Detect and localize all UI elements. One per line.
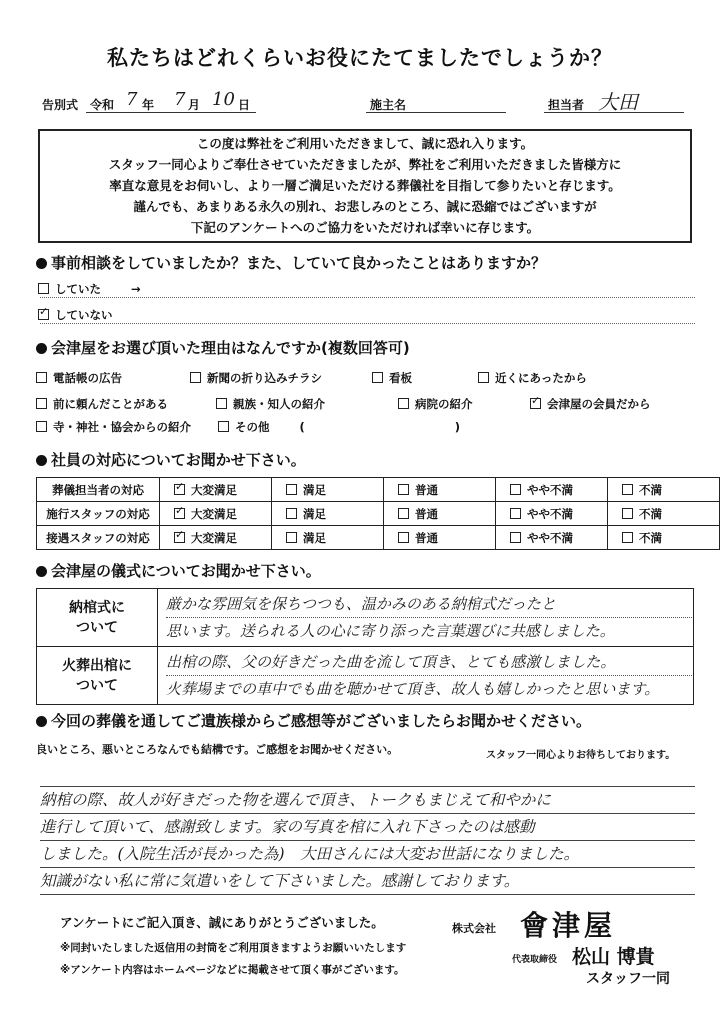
bullet-icon [36, 455, 47, 466]
host-underline [366, 112, 506, 113]
checked-checkbox-icon[interactable] [174, 484, 185, 495]
table-row [37, 647, 694, 705]
staff-signature: スタッフ一同 [586, 971, 670, 987]
checked-checkbox-icon[interactable] [530, 398, 541, 409]
staff-value: 大田 [598, 90, 638, 114]
host-label: 施主名 [370, 98, 407, 112]
footer-thanks: アンケートにご記入頂き、誠にありがとうございました。 [60, 915, 384, 930]
checkbox-icon[interactable] [286, 508, 297, 519]
checkbox-icon[interactable] [398, 398, 409, 409]
month-value: 7 [174, 89, 186, 110]
checkbox-icon[interactable] [36, 398, 47, 409]
date-underline [86, 112, 256, 113]
q3-heading: 社員の対応についてお聞かせ下さい。 [36, 449, 306, 470]
intro-box [38, 129, 692, 243]
checked-checkbox-icon[interactable] [174, 532, 185, 543]
company-logo: 會津屋 [520, 909, 617, 942]
bullet-icon [36, 343, 47, 354]
footer-note: ※アンケート内容はホームページなどに掲載させて頂く事がございます。 [60, 964, 405, 976]
bullet-icon [36, 716, 47, 727]
bullet-icon [36, 566, 47, 577]
staff-response-table [36, 477, 720, 550]
q1-option-did[interactable]: していた → [38, 281, 141, 297]
q5-heading: 今回の葬儀を通してご遺族様からご感想等がございましたらお聞かせください。 [36, 710, 591, 731]
checkbox-icon[interactable] [286, 484, 297, 495]
q2-heading: 会津屋をお選び頂いた理由はなんですか(複数回答可) [36, 337, 410, 358]
q2-option[interactable]: 寺・神社・協会からの紹介 [36, 419, 191, 435]
checkbox-icon[interactable] [510, 484, 521, 495]
staff-label: 担当者 [548, 98, 585, 112]
table-row [37, 478, 720, 502]
company-prefix: 株式会社 [452, 922, 496, 935]
checkbox-icon[interactable] [622, 508, 633, 519]
divider [40, 297, 695, 298]
intro-line: 下記のアンケートへのご協力をいただければ幸いに存じます。 [190, 220, 540, 235]
q1-option-did-not[interactable]: ✓していない [38, 307, 113, 323]
checkbox-icon[interactable] [190, 372, 201, 383]
row-header: 接遇スタッフの対応 [37, 526, 160, 550]
intro-line: この度は弊社をご利用いただきまして、誠に恐れ入ります。 [196, 136, 534, 151]
q2-option[interactable]: 近くにあったから [478, 370, 587, 386]
footer-note: ※同封いたしました返信用の封筒をご利用頂きますようお願いいたします [60, 942, 407, 954]
rating-cell[interactable]: やや不満 [495, 502, 607, 526]
row-header: 火葬出棺に ついて [37, 647, 158, 705]
checkbox-icon[interactable] [36, 372, 47, 383]
checkbox-icon[interactable] [398, 532, 409, 543]
checkbox-icon[interactable] [622, 484, 633, 495]
feedback-area[interactable] [40, 764, 695, 895]
q2-option[interactable]: 電話帳の広告 [36, 370, 122, 386]
feedback-line: 進行して頂いて、感謝致します。家の写真を棺に入れ下さったのは感動 [40, 814, 695, 841]
q2-option[interactable]: 親族・知人の紹介 [216, 396, 325, 412]
ceremony-comment[interactable]: 厳かな雰囲気を保ちつつも、温かみのある納棺式だったと 思います。送られる人の心に寄り添った言葉選びに共感しました。 [158, 589, 694, 647]
rating-cell[interactable]: やや不満 [495, 526, 607, 550]
rep-name: 松山 博貴 [572, 946, 655, 968]
era-label: 令和 [90, 98, 115, 112]
checkbox-icon[interactable] [398, 508, 409, 519]
day-value: 10 [212, 89, 235, 110]
checkbox-icon[interactable] [372, 372, 383, 383]
funeral-date-label: 告別式 [42, 98, 79, 112]
rating-cell[interactable]: 不満 [607, 502, 719, 526]
q2-option-other[interactable]: その他 ( ) [218, 419, 460, 435]
row-header: 葬儀担当者の対応 [37, 478, 160, 502]
rating-cell[interactable]: 普通 [383, 526, 495, 550]
table-row [37, 502, 720, 526]
bullet-icon [36, 258, 47, 269]
checkbox-icon[interactable] [510, 508, 521, 519]
q2-option[interactable]: 病院の紹介 [398, 396, 473, 412]
checkbox-icon[interactable] [218, 421, 229, 432]
q5-subtext: 良いところ、悪いところなんでも結構です。ご感想をお聞かせください。 [36, 743, 399, 756]
checkbox-icon[interactable] [510, 532, 521, 543]
checkbox-icon[interactable] [622, 532, 633, 543]
q2-option[interactable]: 前に頼んだことがある [36, 396, 168, 412]
rating-cell[interactable]: 普通 [383, 502, 495, 526]
feedback-line: 納棺の際、故人が好きだった物を選んで頂き、トークもまじえて和やかに [40, 787, 695, 814]
intro-line: 謹んでも、あまりある永久の別れ、お悲しみのところ、誠に恐縮ではございますが [133, 199, 597, 214]
ceremony-table [36, 588, 694, 705]
row-header: 施行スタッフの対応 [37, 502, 160, 526]
rating-cell[interactable]: ✓ 大変満足 [159, 502, 271, 526]
q4-heading: 会津屋の儀式についてお聞かせ下さい。 [36, 560, 321, 581]
q5-subtext-right: スタッフ一同心よりお待ちしております。 [486, 750, 676, 761]
rating-cell[interactable]: ✓ 大変満足 [159, 526, 271, 550]
intro-line: スタッフ一同心よりご奉仕させていただきましたが、弊社をご利用いただきました皆様方に [108, 157, 622, 172]
table-row [37, 589, 694, 647]
checkbox-icon[interactable] [216, 398, 227, 409]
ceremony-comment[interactable]: 出棺の際、父の好きだった曲を流して頂き、とても感激しました。 火葬場までの車中でも曲を聴かせて頂き、故人も嬉しかったと思います。 [158, 647, 694, 705]
checkbox-icon[interactable] [398, 484, 409, 495]
checkbox-icon[interactable] [286, 532, 297, 543]
day-unit: 日 [238, 98, 251, 112]
intro-line: 率直な意見をお伺いし、より一層ご満足いただける葬儀社を目指して参りたいと存じます。 [109, 178, 621, 193]
rating-cell[interactable]: ✓ 大変満足 [159, 478, 271, 502]
rating-cell[interactable]: 不満 [607, 478, 719, 502]
rating-cell[interactable]: 普通 [383, 478, 495, 502]
table-row [37, 526, 720, 550]
rating-cell[interactable]: 満足 [271, 526, 383, 550]
q2-option[interactable]: 看板 [372, 370, 412, 386]
checkbox-icon[interactable] [478, 372, 489, 383]
q2-option[interactable]: 新聞の折り込みチラシ [190, 370, 322, 386]
feedback-line: 知識がない私に常に気遣いをして下さいました。感謝しております。 [40, 868, 695, 895]
row-header: 納棺式に ついて [37, 589, 158, 647]
checkbox-icon[interactable] [38, 283, 49, 294]
year-value: 7 [126, 89, 138, 110]
q2-option[interactable]: ✓ 会津屋の会員だから [530, 396, 651, 412]
rating-cell[interactable]: 満足 [271, 478, 383, 502]
survey-title: 私たちはどれくらいお役にたてましたでしょうか？ [107, 46, 613, 70]
month-unit: 月 [188, 98, 201, 112]
q1-heading: 事前相談をしていましたか？また、していて良かったことはありますか？ [36, 252, 546, 273]
checked-checkbox-icon[interactable] [38, 309, 49, 320]
divider [40, 323, 695, 324]
rating-cell[interactable]: 不満 [607, 526, 719, 550]
rating-cell[interactable]: やや不満 [495, 478, 607, 502]
checked-checkbox-icon[interactable] [174, 508, 185, 519]
rating-cell[interactable]: 満足 [271, 502, 383, 526]
year-unit: 年 [142, 98, 155, 112]
rep-title: 代表取締役 [512, 955, 558, 965]
checkbox-icon[interactable] [36, 421, 47, 432]
feedback-line: しました。(入院生活が長かった為) 大田さんには大変お世話になりました。 [40, 841, 695, 868]
